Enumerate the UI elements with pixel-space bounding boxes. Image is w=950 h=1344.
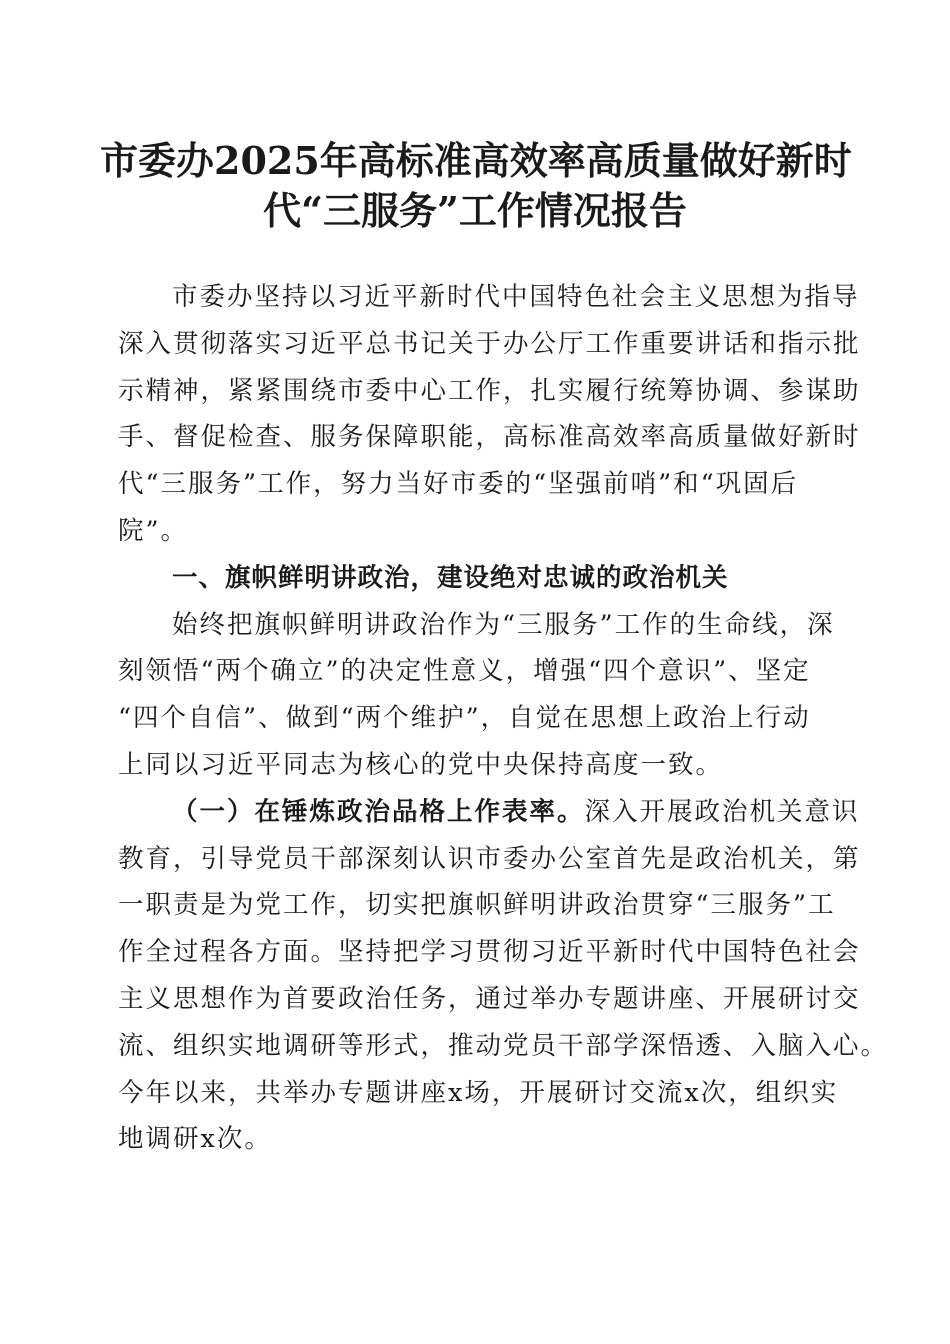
text-line: 主义思想作为首要政治任务，通过举办专题讲座、开展研讨交 [118,983,861,1014]
text-line: 教育，引导党员干部深刻认识市委办公室首先是政治机关，第 [118,843,861,874]
text-line [118,789,860,836]
text-line: 示精神，紧紧围绕市委中心工作，扎实履行统筹协调、参谋助 [118,375,861,406]
text-line: 深入贯彻落实习近平总书记关于办公厅工作重要讲话和指示批 [118,328,861,359]
text-line: 市委办坚持以习近平新时代中国特色社会主义思想为指导 [172,282,860,312]
text-line: 地调研x次。 [118,1124,272,1155]
text-line: 手、督促检查、服务保障职能，高标准高效率高质量做好新时 [118,422,861,453]
text-line: 今年以来，共举办专题讲座x场，开展研讨交流x次，组织实 [118,1077,839,1108]
section-paragraph [118,602,834,789]
text-line: “四个自信”、做到“两个维护”，自觉在思想上政治上行动 [118,703,811,734]
document-title [100,136,850,236]
intro-paragraph [118,274,861,555]
text-run: 深入开展政治机关意识 [584,796,860,827]
text-line: 始终把旗帜鲜明讲政治作为“三服务”工作的生命线，深 [172,609,835,640]
document-body [118,274,889,1163]
text-line: 流、组织实地调研等形式，推动党员干部学深悟透、入脑入心。 [118,1030,889,1061]
text-line: 一职责是为党工作，切实把旗帜鲜明讲政治贯穿“三服务”工 [118,890,836,921]
subsection-paragraph [118,789,889,1163]
section-heading: 一、旗帜鲜明讲政治，建设绝对忠诚的政治机关 [172,562,729,593]
subsection-heading: （一）在锤炼政治品格上作表率。 [172,796,585,827]
title-line-1: 市委办2025年高标准高效率高质量做好新时 [100,138,852,183]
text-line: 作全过程各方面。坚持把学习贯彻习近平新时代中国特色社会 [118,937,861,968]
text-line: 代“三服务”工作，努力当好市委的“坚强前哨”和“巩固后 [118,469,799,500]
text-line: 院”。 [118,515,189,546]
text-line: 上同以习近平同志为核心的党中央保持高度一致。 [118,749,724,780]
title-line-2: 代“三服务”工作情况报告 [263,188,687,233]
text-line: 刻领悟“两个确立”的决定性意义，增强“四个意识”、坚定 [118,656,811,687]
